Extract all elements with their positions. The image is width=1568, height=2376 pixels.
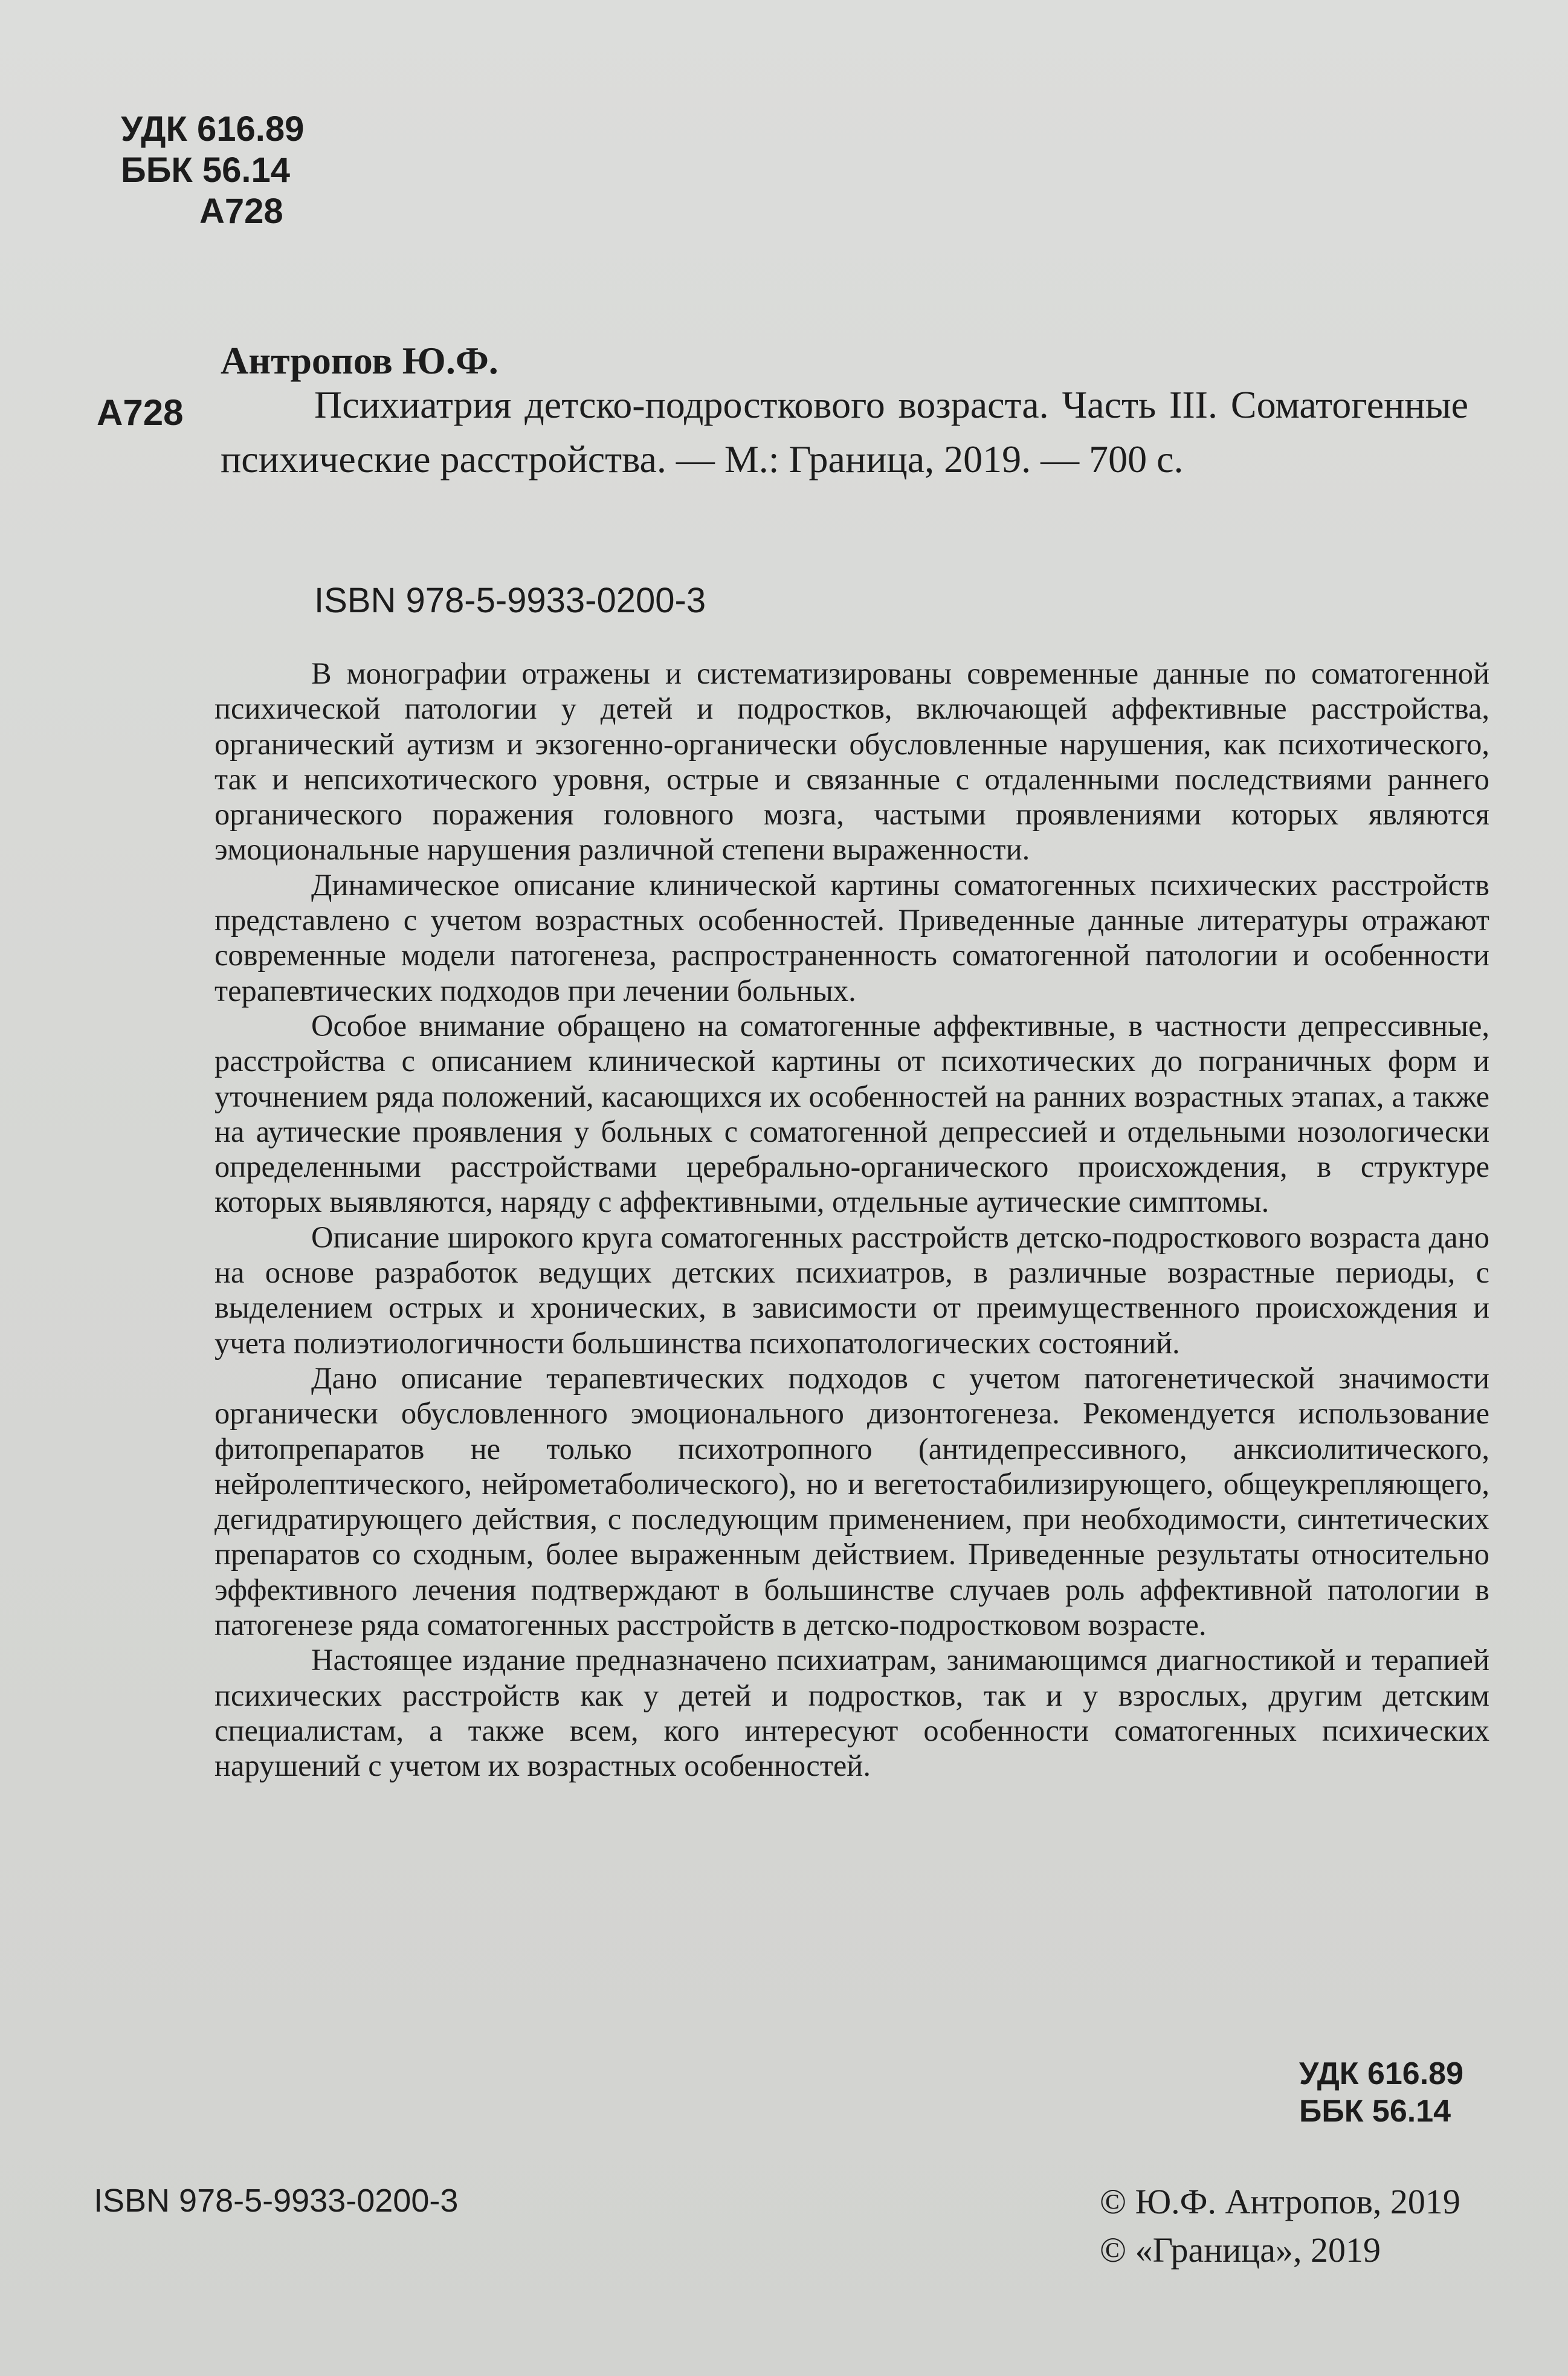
bbk-code-bottom: ББК 56.14 [1299, 2094, 1451, 2129]
isbn: ISBN 978-5-9933-0200-3 [314, 581, 706, 620]
udk-code-bottom: УДК 616.89 [1299, 2056, 1463, 2091]
abstract-paragraph: Описание широкого круга соматогенных расстройств детско-подросткового возраста дано на основе разработок ведущих детских психиатров, в различные возрастные периоды, с выделением острых и хронических, в зависимости от преимущественного происхождения и учета полиэтиологичности большинства психопатологических состояний. [215, 1220, 1489, 1360]
udk-code: УДК 616.89 [121, 109, 305, 149]
abstract-paragraph: Дано описание терапевтических подходов с учетом патогенетической значимости органически обусловленного эмоционального дизонтогенеза. Рекомендуется использование фитопрепаратов не только психотропного (антидепрессивного, анксиолитического, нейролептического, нейрометаболического), но и вегетостабилизирующего, общеукрепляющего, дегидратирующего действия, с последующим применением, при необходимости, синтетических препаратов со сходным, более выраженным действием. Приведенные результаты относительно эффективного лечения подтверждают в большинстве случаев роль аффективной патологии в патогенезе ряда соматогенных расстройств в детско-подростковом возрасте. [215, 1361, 1489, 1642]
bbk-code: ББК 56.14 [121, 151, 291, 190]
abstract-paragraph: Особое внимание обращено на соматогенные аффективные, в частности депрессивные, расстройства с описанием клинической картины от психотических до пограничных форм и уточнением ряда положений, касающихся их особенностей на ранних возрастных этапах, а также на аутические проявления у больных с соматогенной депрессией и отдельными нозологически определенными расстройствами церебрально-органического происхождения, в структуре которых выявляются, наряду с аффективными, отдельные аутические симптомы. [215, 1008, 1489, 1219]
abstract [215, 656, 1489, 1784]
bibliographic-entry: Психиатрия детско-подросткового возраста. Часть III. Соматогенные психические расстройства. — М.: Граница, 2019. — 700 с. [221, 383, 1468, 481]
author-mark: А728 [199, 192, 283, 231]
abstract-paragraph: Динамическое описание клинической картины соматогенных психических расстройств представлено с учетом возрастных особенностей. Приведенные данные литературы отражают современные модели патогенеза, распространенность соматогенной патологии и особенности терапевтических подходов при лечении больных. [215, 867, 1489, 1008]
copyright-author: © Ю.Ф. Антропов, 2019 [1100, 2182, 1460, 2221]
author-mark-side: А728 [97, 392, 184, 433]
isbn-bottom: ISBN 978-5-9933-0200-3 [94, 2183, 459, 2219]
author-name: Антропов Ю.Ф. [221, 339, 498, 382]
copyright-publisher: © «Граница», 2019 [1100, 2230, 1381, 2270]
copyright-block [1100, 2178, 1460, 2274]
abstract-paragraph: Настоящее издание предназначено психиатрам, занимающимся диагностикой и терапией психических расстройств как у детей и подростков, так и у взрослых, другим детским специалистам, а также всем, кого интересуют особенности соматогенных психических нарушений с учетом их возрастных особенностей. [215, 1643, 1489, 1783]
classification-codes-top [121, 109, 304, 232]
abstract-paragraph: В монографии отражены и систематизированы современные данные по соматогенной психической патологии у детей и подростков, включающей аффективные расстройства, органический аутизм и экзогенно-органически обусловленные нарушения, как психотического, так и непсихотического уровня, острые и связанные с отдаленными последствиями раннего органического поражения головного мозга, частыми проявлениями которых являются эмоциональные нарушения различной степени выраженности. [215, 656, 1489, 867]
classification-codes-bottom [1299, 2055, 1463, 2130]
